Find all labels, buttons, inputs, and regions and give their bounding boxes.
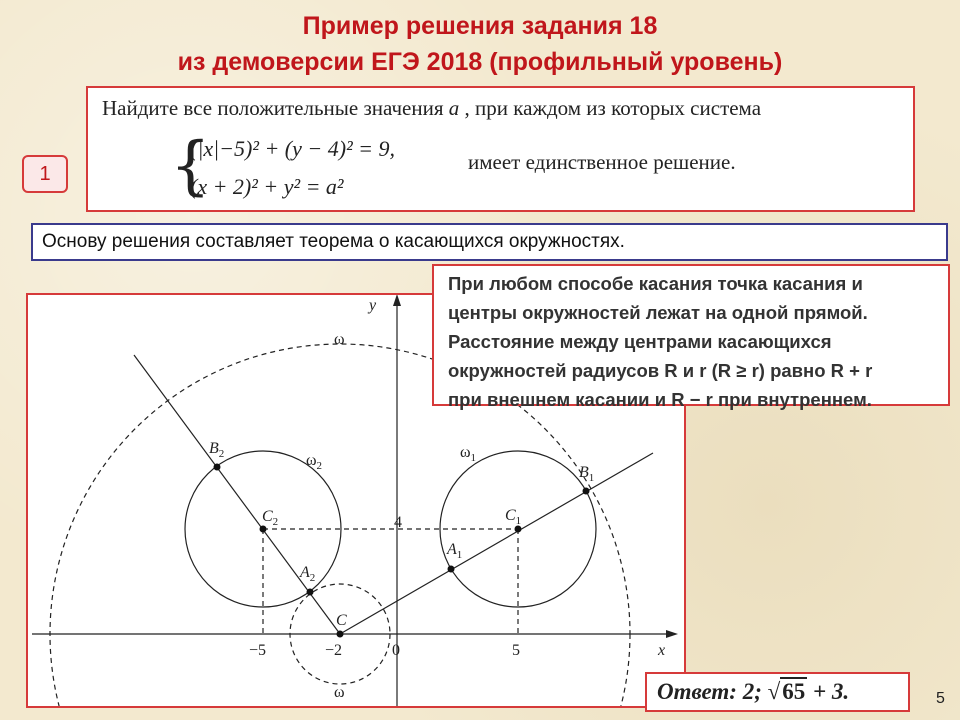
theorem-line-5: при внешнем касании и R − r при внутреннем. <box>448 389 872 410</box>
task-statement <box>86 86 915 212</box>
theorem-line-2: центры окружностей лежат на одной прямой. <box>448 302 868 323</box>
label-omega2: $\omega_2$ <box>306 452 323 472</box>
equation-2: (x + 2)² + y² = a² <box>190 174 344 199</box>
tangent-circles-theorem <box>432 264 950 410</box>
label-omega-large: ω <box>334 331 345 348</box>
system-brace: { <box>170 129 211 203</box>
answer-radicand: 65 <box>782 679 806 704</box>
step-badge: 1 <box>22 155 68 193</box>
point-a2 <box>307 589 314 596</box>
tick-zero: 0 <box>392 642 400 659</box>
answer-label: Ответ: <box>657 679 737 704</box>
label-a1: $A_1$ <box>447 541 463 561</box>
point-c <box>337 631 344 638</box>
label-c2: $C_2$ <box>262 508 279 528</box>
label-omega1: $\omega_1$ <box>460 444 477 464</box>
label-omega-small: ω <box>334 684 345 701</box>
label-c1: $C_1$ <box>505 507 522 527</box>
basis-statement: Основу решения составляет теорема о касающихся окружностях. <box>31 223 948 261</box>
label-a2: $A_2$ <box>300 564 316 584</box>
title-line-1: Пример решения задания 18 <box>302 12 658 40</box>
label-b2: $B_2$ <box>209 440 225 460</box>
line-c-c1 <box>340 453 653 634</box>
y-axis-label: y <box>369 297 377 314</box>
equation-1: (|x|−5)² + (y − 4)² = 9, <box>190 136 396 161</box>
sqrt-icon: √ <box>767 679 781 704</box>
task-text-after: , при каждом из которых система <box>459 96 762 120</box>
task-tail: имеет единственное решение. <box>468 150 736 174</box>
tick-neg2: −2 <box>325 642 343 659</box>
tick-five: 5 <box>512 642 520 659</box>
slide-title <box>0 8 960 80</box>
x-axis-arrow <box>666 630 678 638</box>
page-number: 5 <box>936 690 945 707</box>
theorem-line-1: При любом способе касания точка касания и <box>448 273 863 294</box>
label-c: C <box>336 612 347 629</box>
tick-neg5: −5 <box>249 642 267 659</box>
label-b1: $B_1$ <box>579 464 595 484</box>
point-a1 <box>448 566 455 573</box>
y-axis-arrow <box>393 295 401 306</box>
title-line-2: из демоверсии ЕГЭ 2018 (профильный уровень) <box>177 48 783 76</box>
answer-plus: + 3. <box>813 679 850 704</box>
point-b2 <box>214 464 221 471</box>
equation-system <box>170 128 510 212</box>
answer-value-1: 2; <box>742 679 762 704</box>
tick-four: 4 <box>394 514 402 531</box>
point-c2 <box>260 526 267 533</box>
task-text-before: Найдите все положительные значения <box>102 96 449 120</box>
theorem-line-3: Расстояние между центрами касающихся <box>448 331 832 352</box>
x-axis-label: x <box>658 642 666 659</box>
answer-box <box>645 672 910 712</box>
theorem-line-4: окружностей радиусов R и r (R ≥ r) равно R + r <box>448 360 873 381</box>
task-line-1 <box>102 96 761 121</box>
task-param: a <box>448 96 460 120</box>
point-b1 <box>583 488 590 495</box>
